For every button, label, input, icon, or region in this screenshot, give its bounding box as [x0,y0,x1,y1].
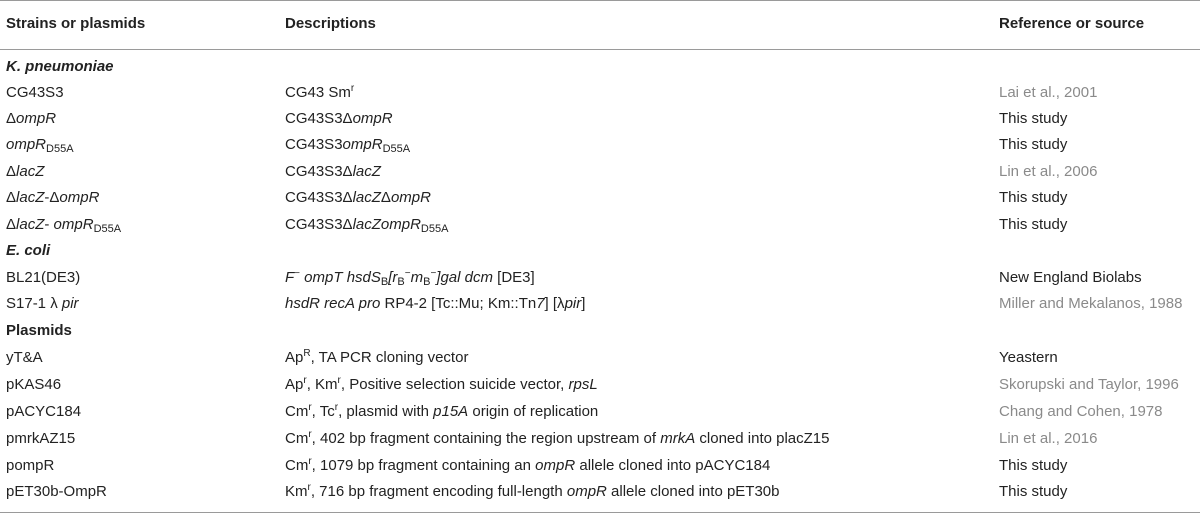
section-kpneumoniae [0,54,1200,80]
section-title: Plasmids [6,322,72,339]
description-cell: CG43S3ompR$_{D55A}$ [285,136,411,155]
strain-cell: CG43S3 [6,84,64,101]
strain-cell: S17-1 λ pir [6,295,79,312]
table-row [0,159,1200,185]
description-cell: CG43S3ΔlacZΔompR [285,189,431,206]
description-cell: hsdR recA pro RP4-2 [Tc::Mu; Km::Tn7] [λpir] [285,295,586,312]
strain-cell: yT&A [6,349,43,366]
strain-cell: ΔompR [6,110,57,127]
strain-cell: ompR$_{D55A}$ [6,136,74,155]
strain-cell: ΔlacZ [6,163,45,180]
description-cell: CG43 Sm$^r$ [285,83,355,101]
description-cell: Ap$^r$, Km$^r$, Positive selection suicide vector, rpsL [285,375,598,393]
strain-cell: pACYC184 [6,403,82,420]
header-descriptions: Descriptions [285,15,376,32]
table-row [0,291,1200,317]
strain-cell: BL21(DE3) [6,269,81,286]
table-row [0,345,1200,371]
table-row [0,185,1200,211]
description-cell: Cm$^r$, 402 bp fragment containing the region upstream of mrkA cloned into placZ15 [285,429,830,447]
table-row [0,80,1200,106]
description-cell: Cm$^r$, 1079 bp fragment containing an ompR allele cloned into pACYC184 [285,456,771,474]
table-row [0,453,1200,479]
description-cell: CG43S3ΔlacZ [285,163,381,180]
strain-cell: pET30b-OmpR [6,483,107,500]
reference-cell: New England Biolabs [999,269,1142,286]
table-top-rule [0,0,1200,1]
description-cell: CG43S3ΔlacZompR$_{D55A}$ [285,216,449,235]
description-cell: Cm$^r$, Tc$^r$, plasmid with p15A origin of replication [285,402,599,420]
reference-cell: Yeastern [999,349,1058,366]
strain-cell: pmrkAZ15 [6,430,76,447]
strain-cell: ΔlacZ- ompR$_{D55A}$ [6,216,122,235]
strain-cell: ΔlacZ-ΔompR [6,189,100,206]
section-plasmids [0,318,1200,344]
section-title: E. coli [6,242,51,259]
table-row [0,399,1200,425]
header-reference: Reference or source [999,15,1145,32]
reference-link[interactable]: Lin et al., 2016 [999,430,1098,447]
reference-cell: This study [999,483,1068,500]
table-header-row [0,11,1200,37]
header-rule [0,49,1200,50]
table-row [0,106,1200,132]
reference-link[interactable]: Miller and Mekalanos, 1988 [999,295,1183,312]
reference-cell: This study [999,457,1068,474]
reference-cell: This study [999,136,1068,153]
table-row [0,479,1200,505]
reference-link[interactable]: Skorupski and Taylor, 1996 [999,376,1179,393]
reference-link[interactable]: Lai et al., 2001 [999,84,1098,101]
strain-cell: pKAS46 [6,376,62,393]
description-cell: Km$^r$, 716 bp fragment encoding full-length ompR allele cloned into pET30b [285,482,780,500]
table-row [0,212,1200,238]
table-row [0,132,1200,158]
strain-cell: pompR [6,457,55,474]
reference-cell: This study [999,189,1068,206]
table-bottom-rule [0,512,1200,513]
reference-link[interactable]: Chang and Cohen, 1978 [999,403,1163,420]
header-strains: Strains or plasmids [6,15,146,32]
table-row [0,372,1200,398]
section-ecoli [0,238,1200,264]
section-title: K. pneumoniae [6,58,114,75]
table-row [0,265,1200,291]
description-cell: F− ompT $hsdS_B[r_B^-m_B^-]gal$ dcm [DE3] [285,268,535,288]
reference-link[interactable]: Lin et al., 2006 [999,163,1098,180]
description-cell: CG43S3ΔompR [285,110,393,127]
table-row [0,426,1200,452]
description-cell: $Ap^R$, TA PCR cloning vector [285,348,469,366]
reference-cell: This study [999,216,1068,233]
reference-cell: This study [999,110,1068,127]
